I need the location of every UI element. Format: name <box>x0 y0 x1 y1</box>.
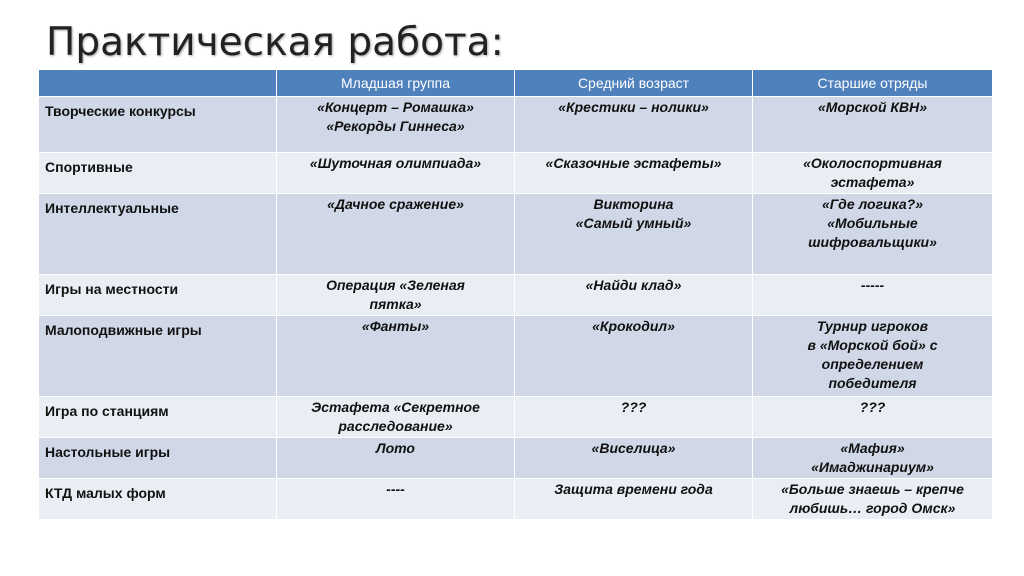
cell-line: «Больше знаешь – крепче <box>781 481 964 497</box>
cell-senior <box>753 479 993 520</box>
cell-line: «Морской КВН» <box>817 99 928 115</box>
row-label: Спортивные <box>39 153 277 194</box>
cell-line: любишь… город Омск» <box>789 500 956 516</box>
row-label: Малоподвижные игры <box>39 316 277 397</box>
row-label: Настольные игры <box>39 438 277 479</box>
cell-line: «Дачное сражение» <box>327 196 464 212</box>
cell-line: «Рекорды Гиннеса» <box>326 118 465 134</box>
cell-line: «Концерт – Ромашка» <box>317 99 474 115</box>
table-row <box>39 194 993 275</box>
table-row <box>39 153 993 194</box>
cell-middle <box>515 316 753 397</box>
cell-middle <box>515 479 753 520</box>
cell-middle <box>515 438 753 479</box>
cell-senior <box>753 97 993 153</box>
cell-junior <box>277 97 515 153</box>
table-row <box>39 438 993 479</box>
cell-line: «Мобильные <box>827 215 918 231</box>
cell-junior <box>277 438 515 479</box>
cell-line: ??? <box>859 399 886 415</box>
cell-senior <box>753 275 993 316</box>
slide-title: Практическая работа: <box>46 20 504 65</box>
cell-line: «Мафия» <box>840 440 905 456</box>
header-junior-group: Младшая группа <box>277 70 515 97</box>
cell-junior <box>277 316 515 397</box>
cell-line: ??? <box>620 399 647 415</box>
cell-senior <box>753 397 993 438</box>
cell-line: ----- <box>860 277 885 293</box>
cell-line: определением <box>821 356 924 372</box>
cell-junior <box>277 275 515 316</box>
row-label: Игры на местности <box>39 275 277 316</box>
cell-junior <box>277 479 515 520</box>
cell-line: Защита времени года <box>554 481 713 497</box>
cell-line: Турнир игроков <box>816 318 929 334</box>
cell-line: Операция «Зеленая <box>326 277 465 293</box>
activity-table <box>38 69 993 520</box>
cell-line: шифровальщики» <box>808 234 937 250</box>
cell-line: «Имаджинариум» <box>811 459 934 475</box>
header-senior-squads: Старшие отряды <box>753 70 993 97</box>
cell-line: эстафета» <box>830 174 915 190</box>
row-label: Интеллектуальные <box>39 194 277 275</box>
cell-line: «Найди клад» <box>585 277 682 293</box>
table-row <box>39 316 993 397</box>
header-middle-age: Средний возраст <box>515 70 753 97</box>
cell-line: в «Морской бой» с <box>807 337 938 353</box>
row-label: КТД малых форм <box>39 479 277 520</box>
row-label: Творческие конкурсы <box>39 97 277 153</box>
cell-line: победителя <box>828 375 917 391</box>
header-corner-cell <box>39 70 277 97</box>
cell-middle <box>515 97 753 153</box>
cell-line: «Сказочные эстафеты» <box>545 155 722 171</box>
cell-line: ---- <box>386 481 405 497</box>
cell-line: «Виселица» <box>591 440 676 456</box>
cell-junior <box>277 397 515 438</box>
cell-line: Викторина <box>593 196 674 212</box>
cell-line: «Где логика?» <box>821 196 923 212</box>
cell-line: «Фанты» <box>361 318 430 334</box>
table-row <box>39 479 993 520</box>
table-row <box>39 97 993 153</box>
cell-middle <box>515 194 753 275</box>
cell-line: Лото <box>376 440 415 456</box>
cell-middle <box>515 275 753 316</box>
cell-line: «Крокодил» <box>592 318 675 334</box>
cell-senior <box>753 438 993 479</box>
cell-senior <box>753 316 993 397</box>
cell-middle <box>515 153 753 194</box>
cell-junior <box>277 153 515 194</box>
cell-line: Эстафета «Секретное <box>311 399 480 415</box>
cell-line: «Шуточная олимпиада» <box>309 155 482 171</box>
cell-line: «Крестики – нолики» <box>558 99 709 115</box>
table-row <box>39 397 993 438</box>
cell-junior <box>277 194 515 275</box>
row-label: Игра по станциям <box>39 397 277 438</box>
cell-senior <box>753 153 993 194</box>
cell-senior <box>753 194 993 275</box>
cell-line: пятка» <box>369 296 422 312</box>
cell-line: расследование» <box>338 418 453 434</box>
cell-line: «Околоспортивная <box>803 155 942 171</box>
table-header-row <box>39 70 993 97</box>
table-row <box>39 275 993 316</box>
cell-middle <box>515 397 753 438</box>
cell-line: «Самый умный» <box>575 215 692 231</box>
